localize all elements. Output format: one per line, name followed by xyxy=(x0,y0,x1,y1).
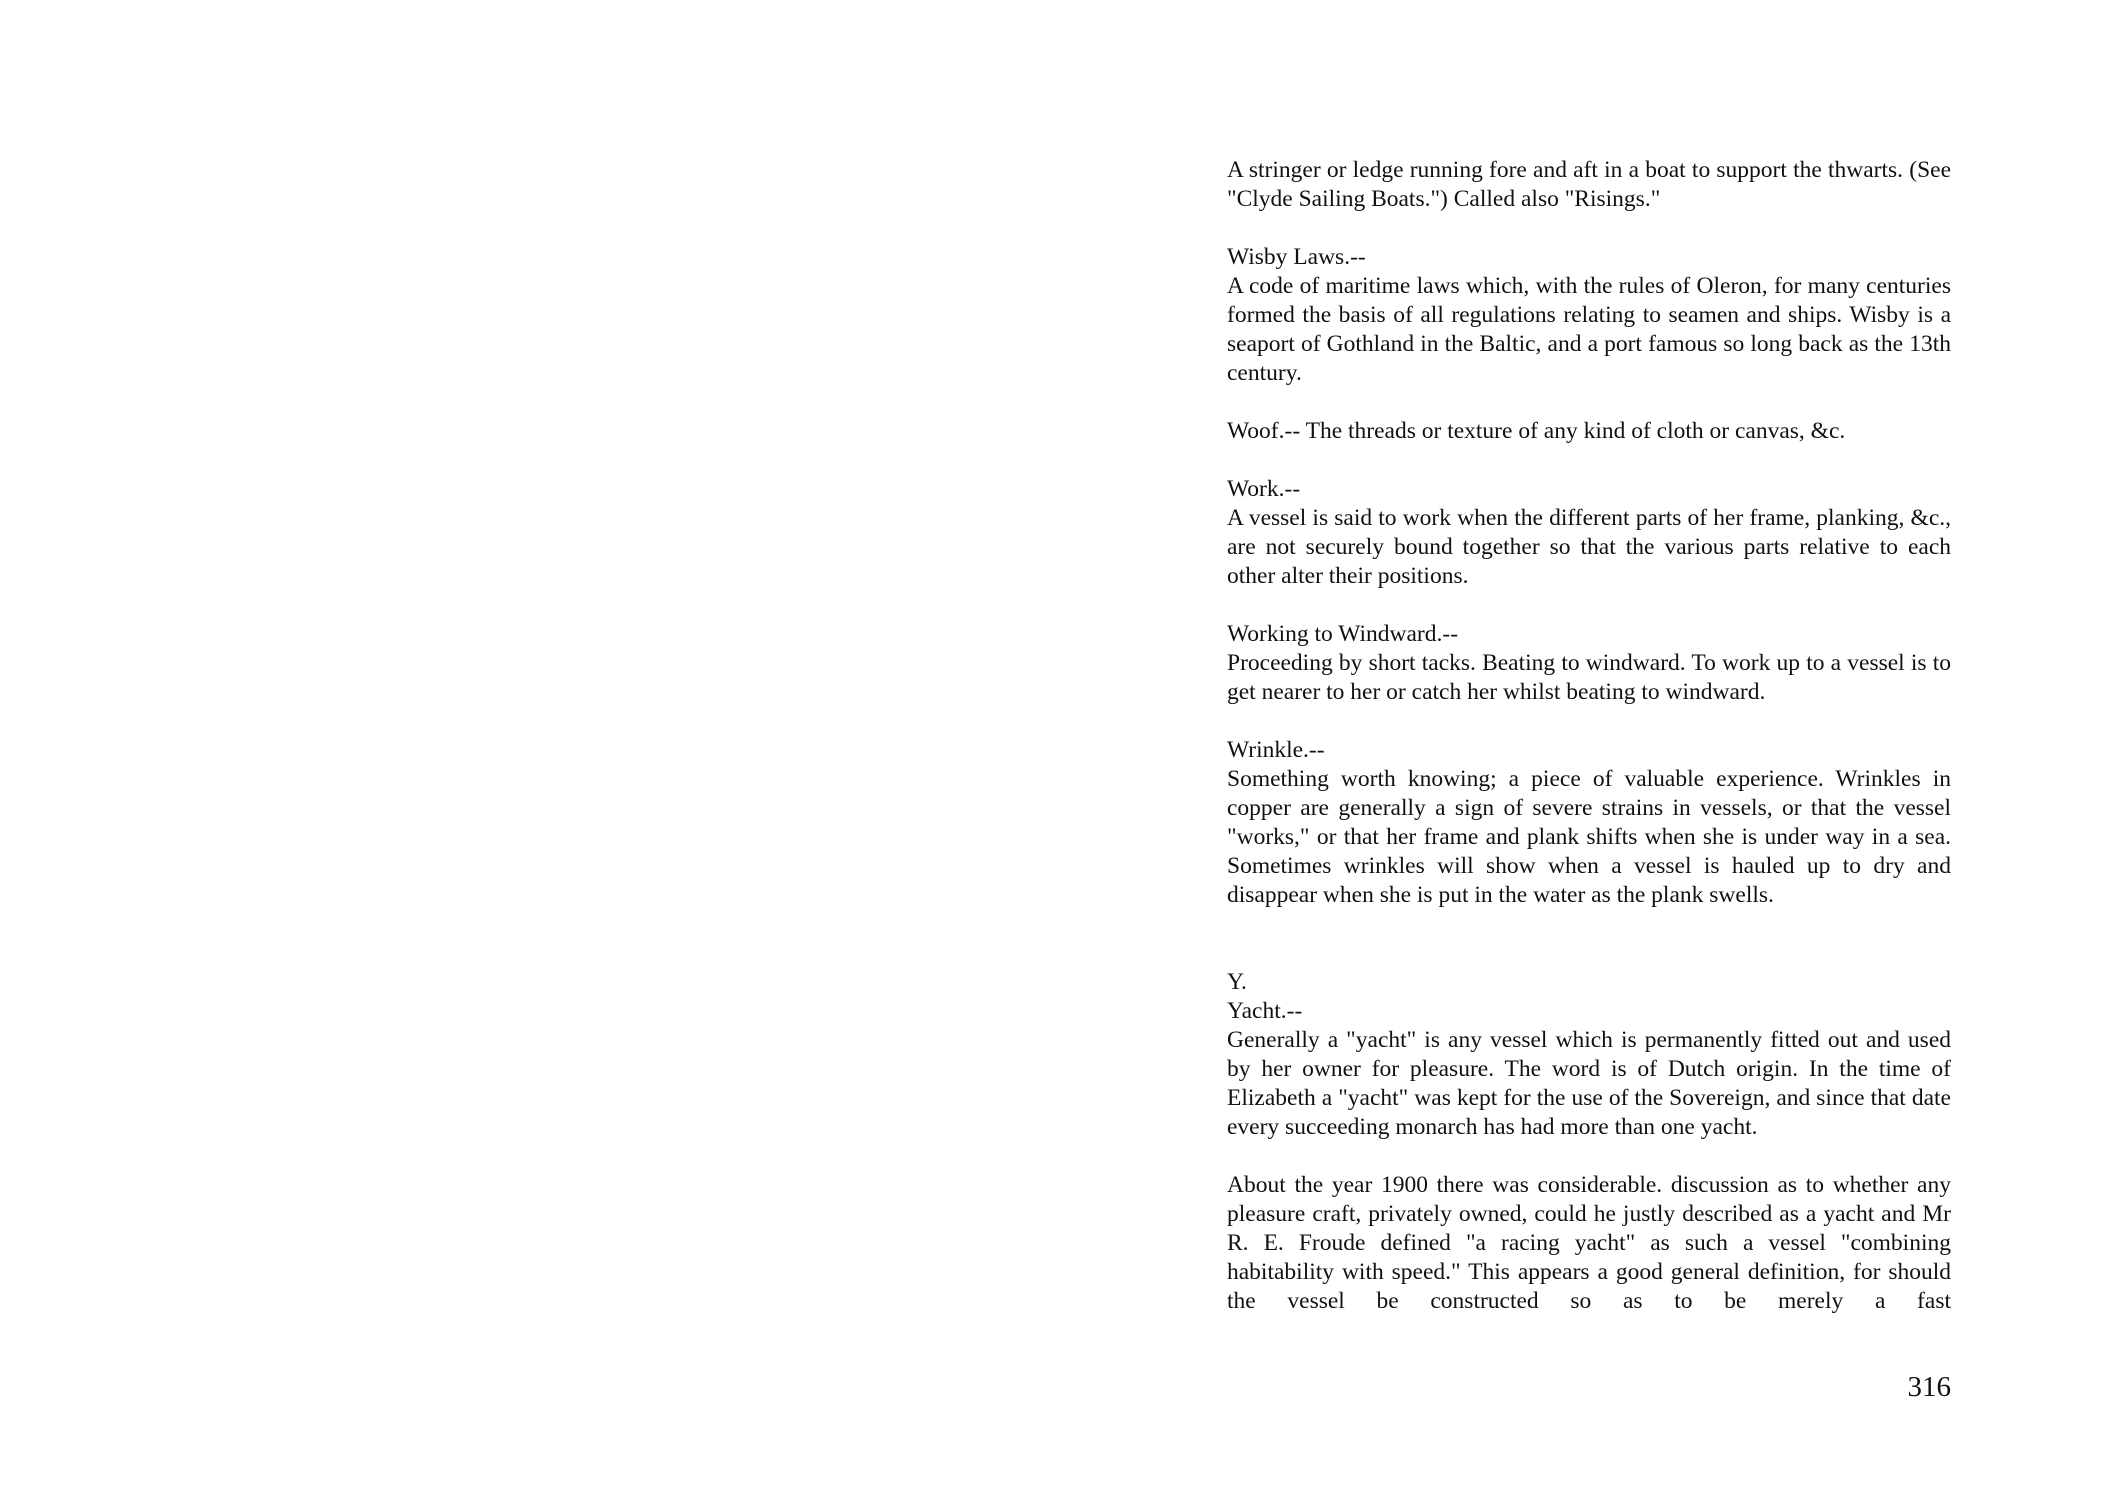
entry-wrinkle xyxy=(1227,736,1951,910)
entry-definition: Generally a "yacht" is any vessel which is permanently fitted out and used by her owner for pleasure. The word is of Dutch origin. In the time of Elizabeth a "yacht" was kept for the use of the Sovereign, and since that date every succeeding monarch has had more than one yacht. xyxy=(1227,1027,1951,1140)
entry-yacht xyxy=(1227,968,1951,1142)
continuation-paragraph: About the year 1900 there was considerable. discussion as to whether any pleasure craft, privately owned, could he justly described as a yacht and Mr R. E. Froude defined "a racing yacht" as such a vessel "combining habitability with speed." This appears a good general definition, for should the vessel be constructed so as to be merely a fast xyxy=(1227,1172,1951,1314)
section-spacer xyxy=(1227,910,1951,968)
entry-definition: A vessel is said to work when the different parts of her frame, planking, &c., are not securely bound together so that the various parts relative to each other alter their positions. xyxy=(1227,505,1951,589)
entry-term: Work.-- xyxy=(1227,476,1301,502)
entry-term: Working to Windward.-- xyxy=(1227,621,1459,647)
entry-term: Yacht.-- xyxy=(1227,998,1303,1024)
entry-work xyxy=(1227,475,1951,591)
entry-term: Wisby Laws.-- xyxy=(1227,244,1366,270)
entry-working-to-windward xyxy=(1227,620,1951,707)
entry-term: Wrinkle.-- xyxy=(1227,737,1325,763)
section-letter: Y. xyxy=(1227,969,1247,995)
entry-wisby-laws xyxy=(1227,243,1951,388)
entry-inline: Woof.-- The threads or texture of any kind of cloth or canvas, &c. xyxy=(1227,418,1846,444)
entry-woof xyxy=(1227,417,1951,446)
entry-definition: A code of maritime laws which, with the rules of Oleron, for many centuries formed the basis of all regulations relating to seamen and ships. Wisby is a seaport of Gothland in the Baltic, and a port famous so long back as the 13th century. xyxy=(1227,273,1951,386)
text-column xyxy=(1227,156,1951,1316)
entry-definition: Proceeding by short tacks. Beating to windward. To work up to a vessel is to get nearer to her or catch her whilst beating to windward. xyxy=(1227,650,1951,705)
page-number: 316 xyxy=(1907,1371,1951,1403)
opening-paragraph: A stringer or ledge running fore and aft in a boat to support the thwarts. (See "Clyde Sailing Boats.") Called also "Risings." xyxy=(1227,157,1951,212)
entry-definition: Something worth knowing; a piece of valuable experience. Wrinkles in copper are generally a sign of severe strains in vessels, or that the vessel "works," or that her frame and plank shifts when she is under way in a sea. Sometimes wrinkles will show when a vessel is hauled up to dry and disappear when she is put in the water as the plank swells. xyxy=(1227,766,1951,908)
yacht-continuation xyxy=(1227,1171,1951,1316)
